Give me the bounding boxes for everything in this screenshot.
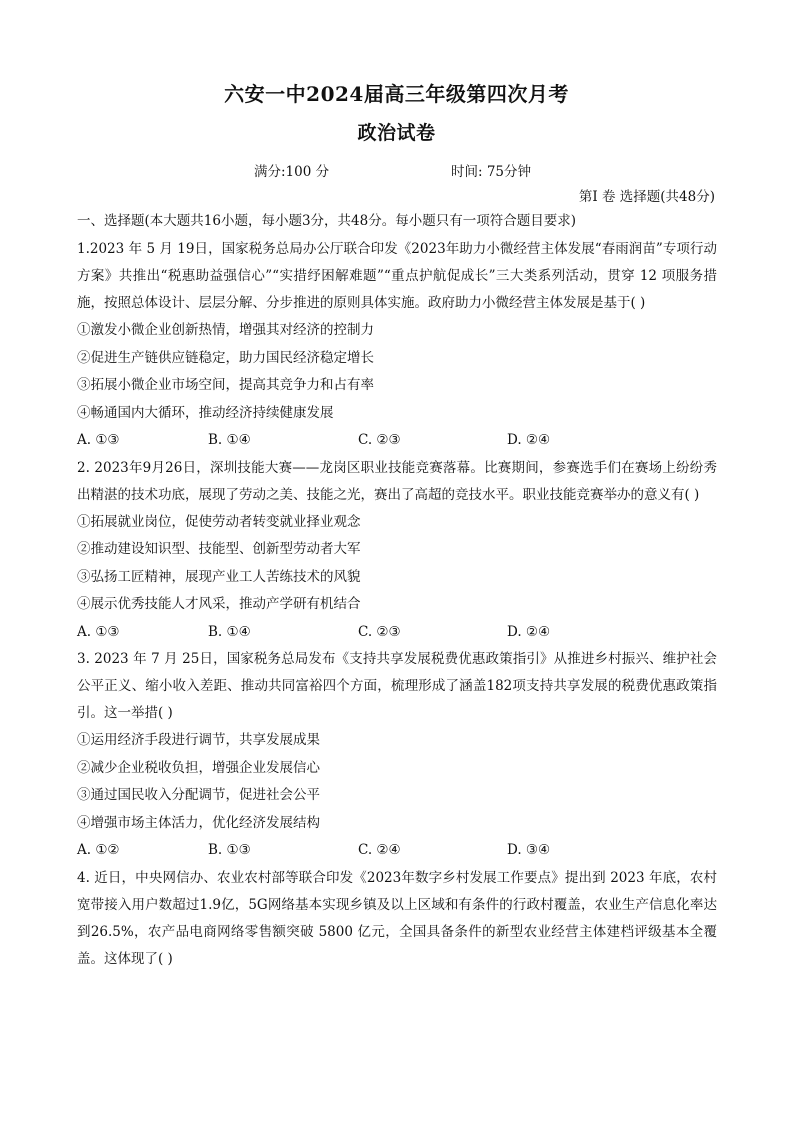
statement-option: ④展示优秀技能人才风采，推动产学研有机结合 xyxy=(77,596,361,612)
choice-d: D. ②④ xyxy=(507,623,551,640)
exam-title: 六安一中2024届高三年级第四次月考 xyxy=(224,82,569,106)
statement-option: ①运用经济手段进行调节，共享发展成果 xyxy=(77,732,320,748)
answer-choices xyxy=(77,837,717,865)
statement-option: ①拓展就业岗位，促使劳动者转变就业择业观念 xyxy=(77,513,361,530)
statement-option: ②减少企业税收负担，增强企业发展信心 xyxy=(77,759,320,776)
choice-b: B. ①④ xyxy=(208,432,251,448)
choice-d: D. ③④ xyxy=(507,842,551,858)
answer-choices xyxy=(77,619,717,647)
choice-c: C. ②④ xyxy=(358,842,401,858)
question-stem: 2. 2023年9月26日，深圳技能大赛——龙岗区职业技能竞赛落幕。比赛期间，参赛选手们在赛场上纷纷秀出精湛的技术功底，展现了劳动之美、技能之光，赛出了高超的竞技水平。职业技能竞赛举办的意义有( ) xyxy=(77,459,717,503)
question-stem: 4. 近日，中央网信办、农业农村部等联合印发《2023年数字乡村发展工作要点》提出到 2023 年底，农村宽带接入用户数超过1.9亿，5G网络基本实现乡镇及以上区域和有条件的行政村覆盖，农业生产信息化率达到26.5%，农产品电商网络零售额突破 5800 亿元，全国具备条件的新型农业经营主体建档评级基本全覆盖。这体现了( ) xyxy=(77,869,717,967)
question-stem: 1.2023 年 5 月 19日，国家税务总局办公厅联合印发《2023年助力小微经营主体发展“春雨润苗”专项行动方案》共推出“税惠助益强信心”“实措纾困解难题”“重点护航促成长”三大类系列活动，贯穿 12 项服务措施，按照总体设计、层层分解、分步推进的原则具体实施。政府助力小微经营主体发展是基于( ) xyxy=(77,241,717,311)
statement-option: ②推动建设知识型、技能型、创新型劳动者大军 xyxy=(77,541,361,557)
time-limit: 时间: 75分钟 xyxy=(451,164,532,180)
question-stem: 3. 2023 年 7 月 25日，国家税务总局发布《支持共享发展税费优惠政策指引》从推进乡村振兴、维护社会公平正义、缩小收入差距、推动共同富裕四个方面，梳理形成了涵盖182项支持共享发展的税费优惠政策指引。这一举措( ) xyxy=(77,651,717,721)
statement-option: ③弘扬工匠精神，展现产业工人苦练技术的风貌 xyxy=(77,568,361,585)
answer-choices xyxy=(77,427,717,455)
statement-option: ②促进生产链供应链稳定，助力国民经济稳定增长 xyxy=(77,349,374,366)
question-1 xyxy=(77,236,717,455)
statement-option: ④增强市场主体活力，优化经济发展结构 xyxy=(77,814,320,831)
choice-b: B. ①④ xyxy=(208,623,251,640)
choice-c: C. ②③ xyxy=(358,623,401,640)
question-4 xyxy=(77,865,717,973)
questions-body xyxy=(77,212,717,973)
question-3 xyxy=(77,646,717,865)
statement-option: ③拓展小微企业市场空间，提高其竞争力和占有率 xyxy=(77,377,374,393)
statement-option: ①激发小微企业创新热情，增强其对经济的控制力 xyxy=(77,322,374,338)
statement-option: ④畅通国内大循环，推动经济持续健康发展 xyxy=(77,404,334,421)
choice-c: C. ②③ xyxy=(358,432,401,448)
subject-title: 政治试卷 xyxy=(357,122,436,144)
choice-a: A. ①③ xyxy=(77,432,120,448)
choice-b: B. ①③ xyxy=(208,842,251,858)
question-2 xyxy=(77,455,717,647)
choice-a: A. ①② xyxy=(77,842,120,858)
statement-option: ③通过国民收入分配调节，促进社会公平 xyxy=(77,787,320,803)
total-score: 满分:100 分 xyxy=(254,164,330,180)
choice-d: D. ②④ xyxy=(507,432,551,448)
section-heading: 第Ⅰ 卷 选择题(共48分) xyxy=(578,189,715,205)
instructions: 一、选择题(本大题共16小题，每小题3分，共48分。每小题只有一项符合题目要求) xyxy=(77,213,576,229)
choice-a: A. ①③ xyxy=(77,623,120,640)
